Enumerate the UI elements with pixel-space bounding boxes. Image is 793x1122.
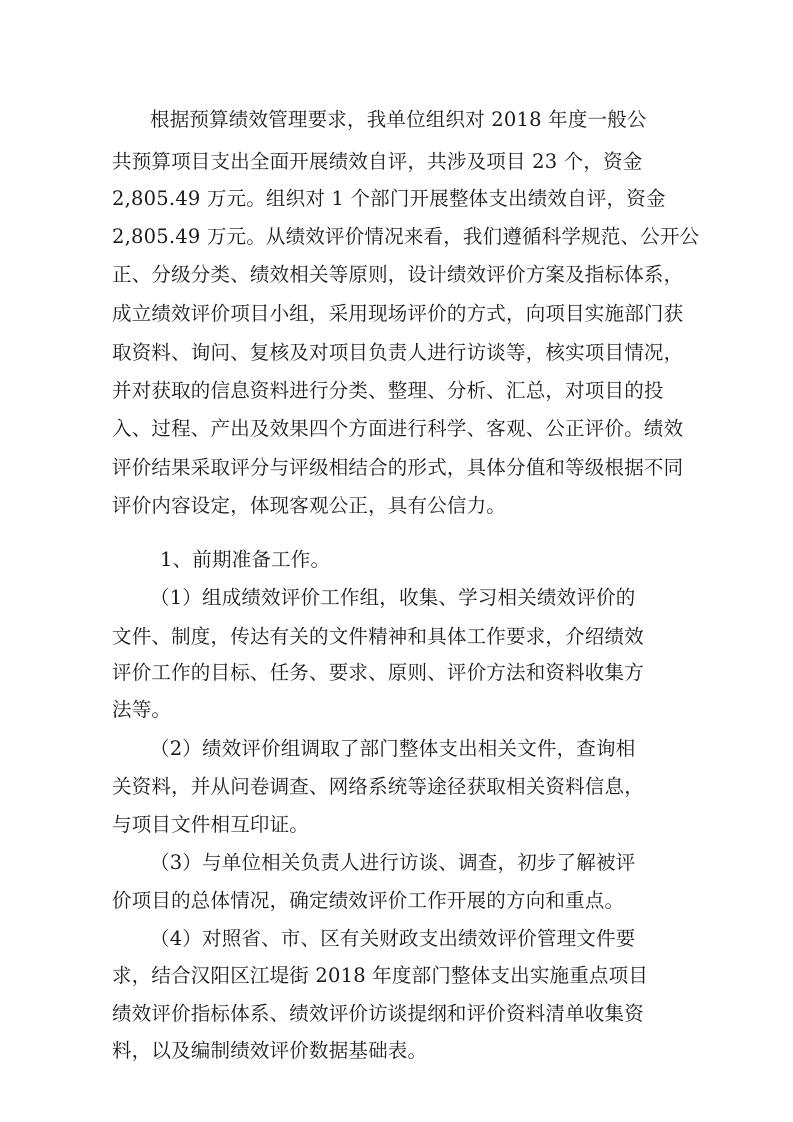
intro-line: 2,805.49 万元。从绩效评价情况来看，我们遵循科学规范、公开公 <box>112 225 700 248</box>
item1-line: （1）组成绩效评价工作组，收集、学习相关绩效评价的 <box>150 586 636 609</box>
item1-line: 文件、制度，传达有关的文件精神和具体工作要求，介绍绩效 <box>112 625 644 648</box>
item2-line: （2）绩效评价组调取了部门整体支出相关文件，查询相 <box>150 737 636 760</box>
item2-line: 与项目文件相互印证。 <box>112 813 310 836</box>
item4-line: （4）对照省、市、区有关财政支出绩效评价管理文件要 <box>150 927 636 950</box>
intro-line: 根据预算绩效管理要求，我单位组织对 2018 年度一般公 <box>150 108 647 131</box>
section-heading: 1、前期准备工作。 <box>160 548 331 571</box>
intro-line: 2,805.49 万元。组织对 1 个部门开展整体支出绩效自评，资金 <box>112 187 666 210</box>
item4-line: 绩效评价指标体系、绩效评价访谈提纲和评价资料清单收集资 <box>112 1002 644 1025</box>
item1-line: 评价工作的目标、任务、要求、原则、评价方法和资料收集方 <box>112 661 644 684</box>
item4-line: 求，结合汉阳区江堤街 2018 年度部门整体支出实施重点项目 <box>112 964 649 987</box>
intro-line: 共预算项目支出全面开展绩效自评，共涉及项目 23 个，资金 <box>112 150 643 173</box>
item3-line: （3）与单位相关负责人进行访谈、调查，初步了解被评 <box>150 851 636 874</box>
item3-line: 价项目的总体情况，确定绩效评价工作开展的方向和重点。 <box>112 889 625 912</box>
intro-line: 取资料、询问、复核及对项目负责人进行访谈等，核实项目情况， <box>112 341 684 364</box>
item1-line: 法等。 <box>112 698 172 721</box>
intro-line: 入、过程、产出及效果四个方面进行科学、客观、公正评价。绩效 <box>112 417 684 440</box>
item4-line: 料，以及编制绩效评价数据基础表。 <box>112 1039 428 1062</box>
item2-line: 关资料，并从问卷调查、网络系统等途径获取相关资料信息， <box>112 775 644 798</box>
intro-line: 正、分级分类、绩效相关等原则，设计绩效评价方案及指标体系， <box>112 263 684 286</box>
intro-line: 成立绩效评价项目小组，采用现场评价的方式，向项目实施部门获 <box>112 302 684 325</box>
intro-line: 评价结果采取评分与评级相结合的形式，具体分值和等级根据不同 <box>112 456 684 479</box>
intro-line: 并对获取的信息资料进行分类、整理、分析、汇总，对项目的投 <box>112 379 664 402</box>
intro-line: 评价内容设定，体现客观公正，具有公信力。 <box>112 494 507 517</box>
